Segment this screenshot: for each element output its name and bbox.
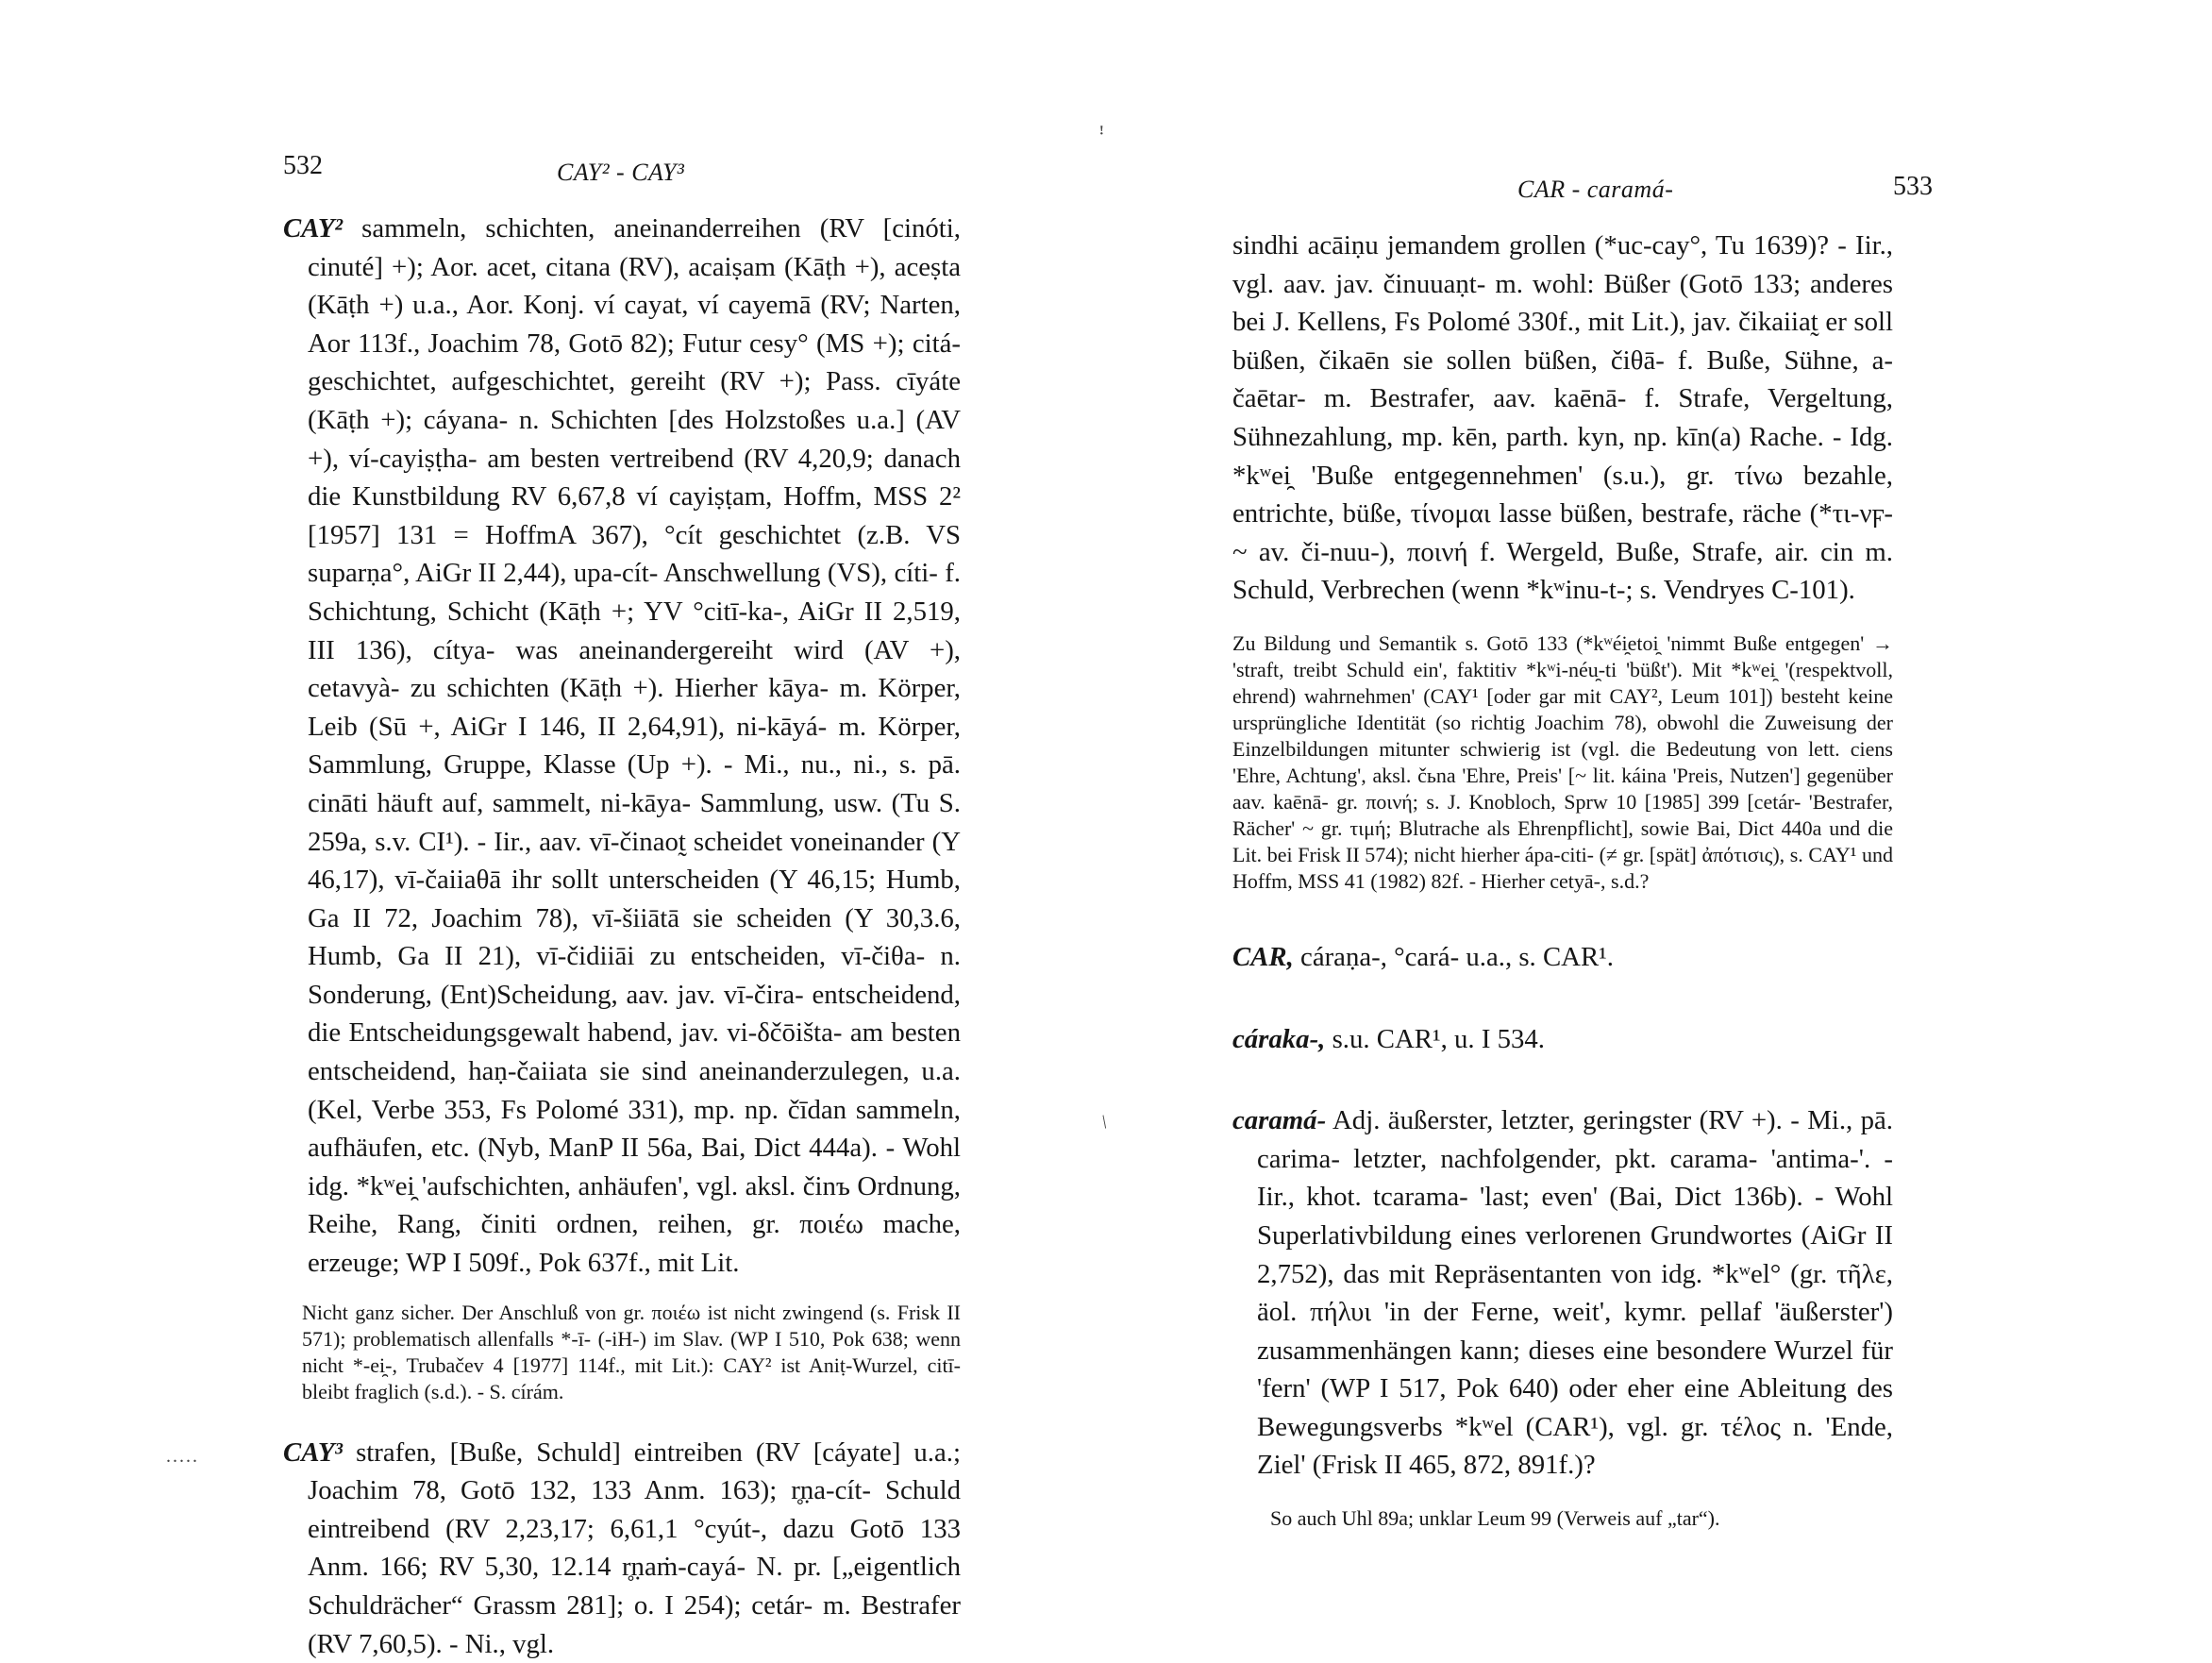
note-cay2: Nicht ganz sicher. Der Anschluß von gr. ποιέω ist nicht zwingend (s. Frisk II 571); problematisch allenfalls *-ī- (-iH-) im Slav. (WP I 510, Pok 638; wenn nicht *-ei̯-, Trubačev 4 [1977] 114f., mit Lit.): CAY² ist Aniṭ-Wurzel, citī- bleibt fraglich (s.d.). - S. círám. [302,1300,961,1403]
entry-carama [1232,1101,1893,1485]
right-page [1106,0,2212,1563]
note-cay3: Zu Bildung und Semantik s. Gotō 133 (*kʷéi̯etoi̯ 'nimmt Buße entgegen' → 'straft, treibt Schuld ein', faktitiv *kʷi-néu̯-ti 'büßt'). Mit *kʷei̯ '(respektvoll, ehrend) wahrnehmen' (CAY¹ [oder gar mit CAY², Leum 101]) besteht keine ursprüngliche Identität (so richtig Joachim 78), obwohl die Zuweisung der Einzelbildungen mitunter schwierig ist (vgl. die Bedeutung von lett. ciens 'Ehre, Achtung', aksl. čьna 'Ehre, Preis' [~ lit. káina 'Preis, Nutzen'] gegenüber aav. kaēnā- gr. ποινή; s. J. Knobloch, Sprw 10 [1985] 399 [cetár- 'Bestrafer, Rächer' ~ gr. τιμή; Blutrache als Ehrenpflicht], sowie Bai, Dict 440a und die Lit. bei Frisk II 574); nicht hierher ápa-citi- (≠ gr. [spät] ἀπότισις), s. CAY¹ und Hoffm, MSS 41 (1982) 82f. - Hierher cetyā-, s.d.? [1232,630,1893,893]
entry-text: sindhi acāiṇu jemandem grollen (*uc-cay°, Tu 1639)? - Iir., vgl. aav. jav. činuuaṇt- m. wohl: Büßer (Gotō 133; anderes bei J. Kellens, Fs Polomé 330f., mit Lit.), jav. čikaiiat̰ er soll büßen, čikaēn sie sollen büßen, čiθā- f. Buße, Sühne, a-čaētar- m. Bestrafer, aav. kaēnā- f. Strafe, Vergeltung, Sühnezahlung, mp. kēn, parth. kyn, np. kīn(a) Rache. - Idg. *kʷei̯ 'Buße entgegennehmen' (s.u.), gr. τίνω bezahle, entrichte, büße, τίνομαι lasse büßen, bestrafe, räche (*τι-νϝ- ~ av. či-nuu-), ποινή f. Wergeld, Buße, Strafe, air. cin m. Schuld, Verbrechen (wenn *kʷinu-t-; s. Vendryes C-101). [1232,230,1893,606]
entry-text: sammeln, schichten, aneinanderreihen (RV [cinóti, cinuté] +); Aor. acet, citana (RV), acaiṣam (Kāṭh +), aceṣta (Kāṭh +) u.a., Aor. Konj. ví cayat, ví cayemā (RV; Narten, Aor 113f., Joachim 78, Gotō 82); Futur cesy° (MS +); citá- geschichtet, aufgeschichtet, gereiht (RV +); Pass. cīyáte (Kāṭh +); cáyana- n. Schichten [des Holzstoßes u.a.] (AV +), ví-cayiṣṭha- am besten vertreibend (RV 4,20,9; danach die Kunstbildung RV 6,67,8 ví cayiṣṭam, Hoffm, MSS 2² [1957] 131 = HoffmA 367), °cít geschichtet (z.B. VS suparṇa°, AiGr II 2,44), upa-cít- Anschwellung (VS), cíti- f. Schichtung, Schicht (Kāṭh +; YV °citī-ka-, AiGr II 2,519, III 136), cítya- was aneinandergereiht wird (AV +), cetavyà- zu schichten (Kāṭh +). Hierher kāya- m. Körper, Leib (Sū +, AiGr I 146, II 2,64,91), ni-kāyá- m. Körper, Sammlung, Gruppe, Klasse (Up +). - Mi., nu., ni., s. pā. cināti häuft auf, sammelt, ni-kāya- Sammlung, usw. (Tu S. 259a, s.v. CI¹). - Iir., aav. vī-činaot̰ scheidet voneinander (Y 46,17), vī-čaiiaθā ihr sollt unterscheiden (Y 46,15; Humb, Ga II 72, Joachim 78), vī-šiiātā sie scheiden (Y 30,3.6, Humb, Ga II 21), vī-čidiiāi zu entscheiden, vī-čiθa- n. Sonderung, (Ent)Scheidung, aav. jav. vī-čira- entscheidend, die Entscheidungsgewalt habend, jav. vi-δčōišta- am besten entscheidend, haṇ-čaiiata sie sind aneinanderzulegen, u.a. (Kel, Verbe 353, Fs Polomé 331), mp. np. čīdan sammeln, aufhäufen, etc. (Nyb, ManP II 56a, Bai, Dict 444a). - Wohl idg. *kʷei̯ 'aufschichten, anhäufen', vgl. aksl. činъ Ordnung, Reihe, Rang, činiti ordnen, reihen, gr. ποιέω mache, erzeuge; WP I 509f., Pok 637f., mit Lit. [308,213,961,1279]
entry-car [1232,938,1893,977]
headword: cáraka-, [1232,1023,1326,1054]
scan-mark: / [1097,1112,1113,1133]
running-head: CAY² - CAY³ [557,159,685,186]
entry-text: s.u. CAR¹, u. I 534. [1332,1023,1546,1054]
headword: CAY³ [283,1436,344,1468]
entry-text: Adj. äußerster, letzter, geringster (RV +). - Mi., pā. carima- letzter, nachfolgender, pkt. carama- 'antima-'. - Iir., khot. tcarama- 'last; even' (Bai, Dict 136b). - Wohl Superlativbildung eines verlorenen Grundwortes (AiGr II 2,752), das mit Repräsentanten von idg. *kʷel° (gr. τῆλε, äol. πήλυι 'in der Ferne, weit', kymr. pellaf 'äußerster') zusammenhängen kann; dieses eine besondere Wurzel für 'fern' (WP I 517, Pok 640) oder eher eine Ableitung des Bewegungsverbs *kʷel (CAR¹), vgl. gr. τέλος n. 'Ende, Ziel' (Frisk II 465, 872, 891f.)? [1257,1105,1893,1481]
headword: caramá- [1232,1105,1327,1136]
note-carama: So auch Uhl 89a; unklar Leum 99 (Verweis auf „tar“). [1270,1506,1720,1531]
entry-caraka [1232,1020,1893,1059]
headword: CAY² [283,213,344,244]
entry-text: cáraṇa-, °cará- u.a., s. CAR¹. [1300,941,1614,972]
scan-mark: ꜝ [1098,126,1105,147]
scan-mark: ..... [166,1446,199,1467]
entry-cay3 [283,1434,961,1663]
entry-cay2 [283,210,961,1283]
right-column [1232,227,1893,1532]
left-page [0,0,1104,1659]
left-column [283,210,961,1663]
entry-continuation [1232,227,1893,610]
page-number: 532 [283,151,323,180]
headword: CAR, [1232,941,1294,972]
entry-text: strafen, [Buße, Schuld] eintreiben (RV [cáyate] u.a.; Joachim 78, Gotō 132, 133 Anm. 163); r̥ṇa-cít- Schuld eintreibend (RV 2,23,17; 6,61,1 °cyút-, dazu Gotō 133 Anm. 166; RV 5,30, 12.14 r̥ṇaṁ-cayá- N. pr. [„eigentlich Schuldrächer“ Grassm 281]; o. I 254); cetár- m. Bestrafer (RV 7,60,5). - Ni., vgl. [308,1436,961,1659]
page-number: 533 [1893,172,1933,201]
running-head: CAR - caramá- [1517,176,1674,203]
